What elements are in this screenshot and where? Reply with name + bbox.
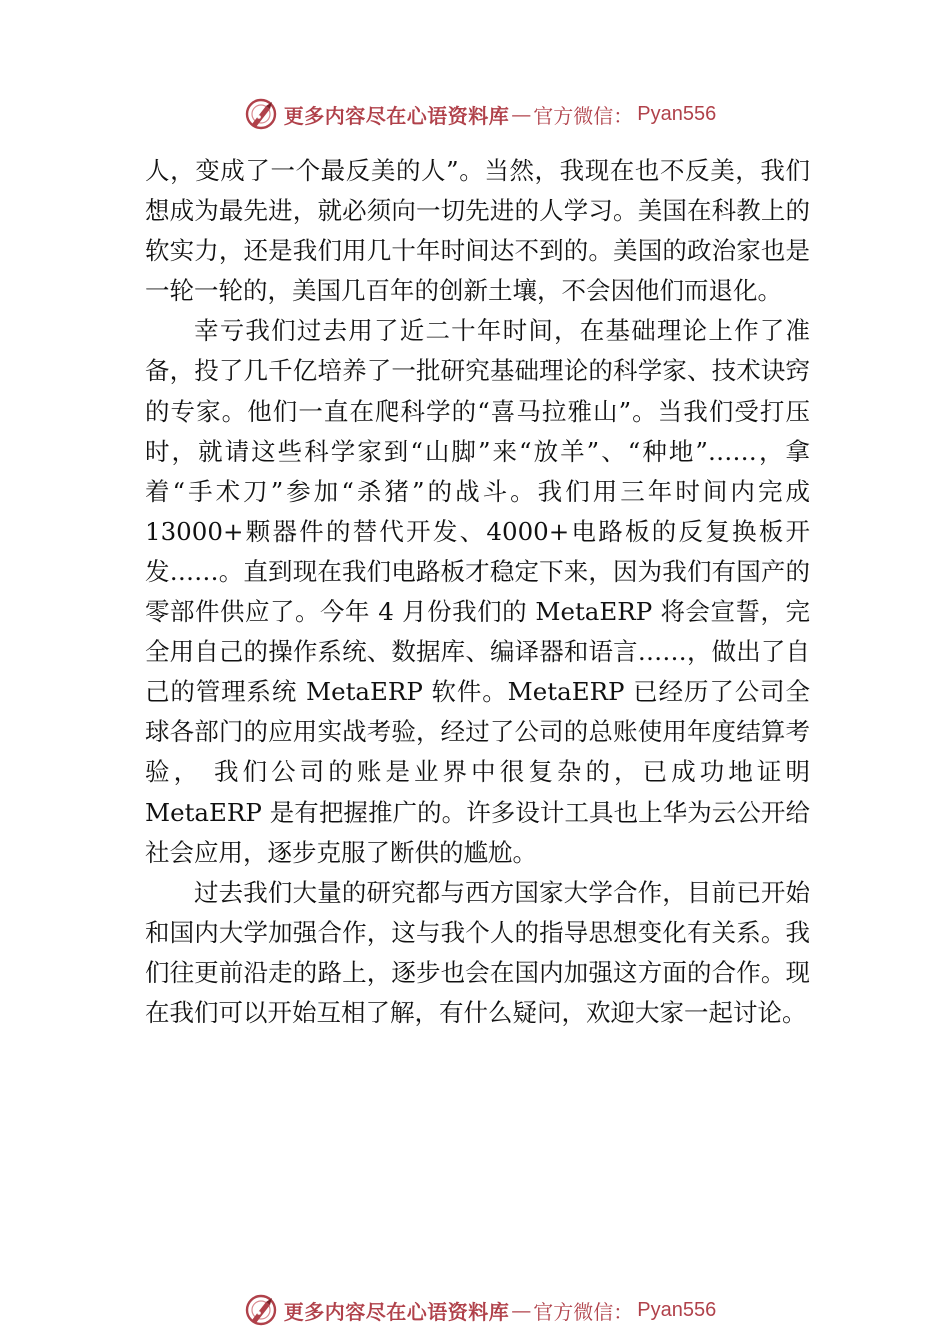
footer-wechat-id: Pyan556 [637,1298,717,1321]
pen-nib-seal-icon [244,1293,278,1327]
footer-dash: — [511,1298,532,1322]
header-promo-text: 更多内容尽在心语资料库 [283,103,510,128]
pen-nib-seal-icon [244,97,278,131]
footer-watermark-banner [0,1290,950,1330]
header-dash: — [511,102,532,126]
footer-wechat-label: 官方微信： [533,1299,634,1324]
header-banner-inner [244,97,716,131]
paragraph-1: 人，变成了一个最反美的人”。当然，我现在也不反美，我们想成为最先进，就必须向一切先进的人学习。美国在科教上的软实力，还是我们用几十年时间达不到的。美国的政治家也是一轮一轮的，美国几百年的创新土壤，不会因他们而退化。 [145,156,810,306]
paragraph-3: 过去我们大量的研究都与西方国家大学合作，目前已开始和国内大学加强合作，这与我个人的指导思想变化有关系。我们往更前沿走的路上，逐步也会在国内加强这方面的合作。现在我们可以开始互相了解，有什么疑问，欢迎大家一起讨论。 [145,877,810,1027]
document-body [145,151,810,1033]
header-wechat-id: Pyan556 [637,102,717,125]
header-wechat-label: 官方微信： [533,103,634,128]
footer-banner-inner [244,1293,716,1327]
footer-promo-text: 更多内容尽在心语资料库 [283,1299,510,1324]
header-watermark-banner [0,94,950,134]
paragraph-2: 幸亏我们过去用了近二十年时间，在基础理论上作了准备，投了几千亿培养了一批研究基础理论的科学家、技术诀窍的专家。他们一直在爬科学的“喜马拉雅山”。当我们受打压时，就请这些科学家到“山脚”来“放羊”、“种地”……，拿着“手术刀”参加“杀猪”的战斗。我们用三年时间内完成 13000+颗器件的替代开发、4000+电路板的反复换板开发……。直到现在我们电路板才稳定下来，因为我们有国产的零部件供应了。今年 4 月份我们的 MetaERP 将会宣誓，完全用自己的操作系统、数据库、编译器和语言……，做出了自己的管理系统 MetaERP 软件。MetaERP 已经历了公司全球各部门的应用实战考验，经过了公司的总账使用年度结算考验， 我们公司的账是业界中很复杂的，已成功地证明 MetaERP 是有把握推广的。许多设计工具也上华为云公开给社会应用，逐步克服了断供的尴尬。 [145,316,810,867]
